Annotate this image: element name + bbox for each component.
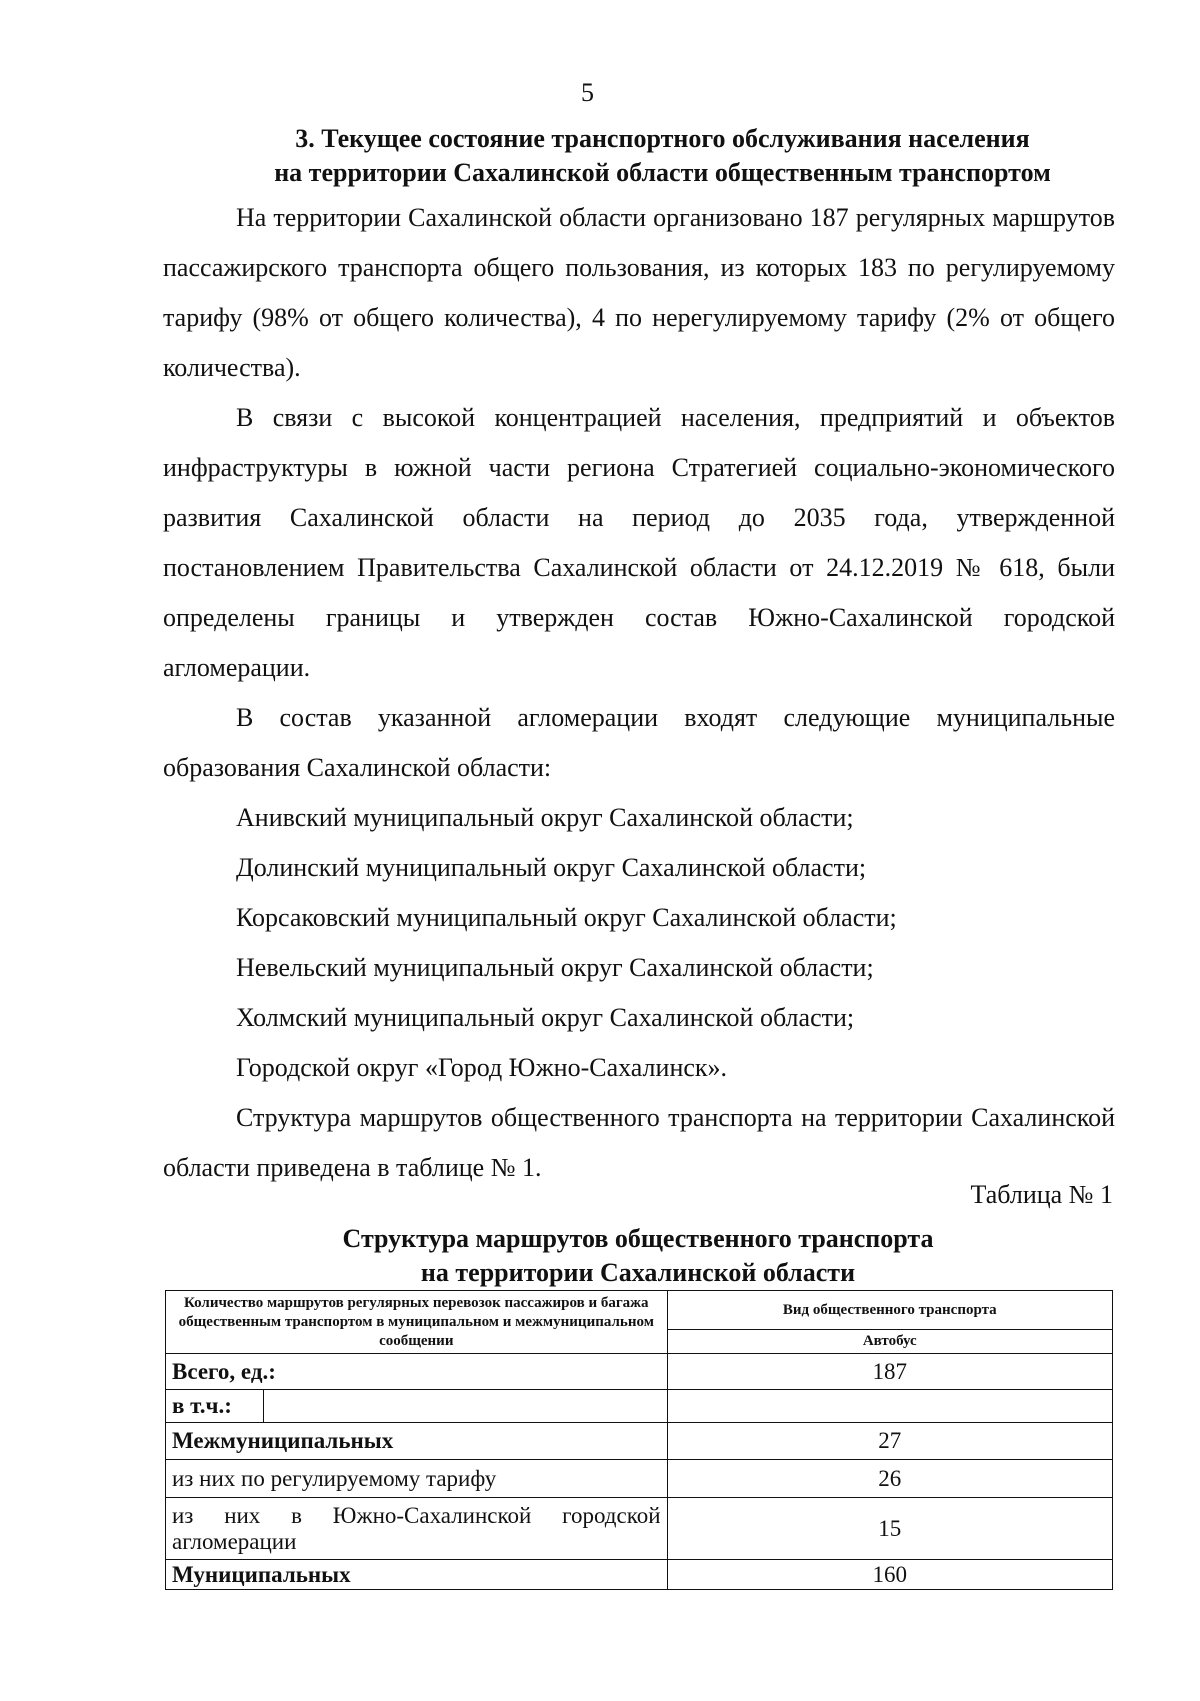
municipality-item: Невельский муниципальный округ Сахалинской области; bbox=[236, 953, 874, 982]
table-title bbox=[163, 1222, 1113, 1290]
municipality-item: Городской округ «Город Южно-Сахалинск». bbox=[236, 1053, 728, 1082]
table-cell-agglomeration-value: 15 bbox=[667, 1498, 1112, 1560]
table-cell-total-label: Всего, ед.: bbox=[166, 1354, 668, 1390]
municipality-item: Долинский муниципальный округ Сахалинской области; bbox=[236, 853, 867, 882]
section-heading-line-1: 3. Текущее состояние транспортного обслуживания населения bbox=[295, 124, 1030, 153]
paragraph-agglomeration: В связи с высокой концентрацией населения, предприятий и объектов инфраструктуры в южной части региона Стратегией социально-экономического развития Сахалинской области на период до 2035 года, утвержденной постановлением Правительства Сахалинской области от 24.12.2019 № 618, были определены границы и утвержден состав Южно-Сахалинской городской агломерации. bbox=[163, 403, 1115, 682]
table-header-route-count: Количество маршрутов регулярных перевозок пассажиров и багажа общественным транспортом в муниципальном и межмуниципальном сообщении bbox=[166, 1291, 668, 1354]
table-cell-regulated-label: из них по регулируемому тарифу bbox=[166, 1460, 668, 1498]
table-cell-empty bbox=[667, 1390, 1112, 1423]
table-cell-municipal-label: Муниципальных bbox=[166, 1560, 668, 1590]
routes-table bbox=[165, 1290, 1113, 1590]
table-title-line-2: на территории Сахалинской области bbox=[420, 1258, 856, 1287]
table-cell-regulated-value: 26 bbox=[667, 1460, 1112, 1498]
municipality-item: Корсаковский муниципальный округ Сахалинской области; bbox=[236, 903, 897, 932]
section-heading bbox=[150, 122, 1175, 190]
table-cell-intermunicipal-label: Межмуниципальных bbox=[166, 1423, 668, 1460]
table-title-line-1: Структура маршрутов общественного транспорта bbox=[342, 1224, 934, 1253]
table-cell-empty bbox=[263, 1390, 667, 1423]
paragraph-routes-count: На территории Сахалинской области организовано 187 регулярных маршрутов пассажирского транспорта общего пользования, из которых 183 по регулируемому тарифу (98% от общего количества), 4 по нерегулируемому тарифу (2% от общего количества). bbox=[163, 203, 1115, 382]
municipality-item: Анивский муниципальный округ Сахалинской области; bbox=[236, 803, 854, 832]
table-cell-incl-label: в т.ч.: bbox=[166, 1390, 264, 1423]
table-header-bus: Автобус bbox=[667, 1330, 1112, 1354]
table-header-transport-type: Вид общественного транспорта bbox=[667, 1291, 1112, 1330]
table-cell-intermunicipal-value: 27 bbox=[667, 1423, 1112, 1460]
body-text bbox=[163, 193, 1115, 1193]
table-cell-total-value: 187 bbox=[667, 1354, 1112, 1390]
table-cell-agglomeration-label: из них в Южно-Сахалинской городской агломерации bbox=[166, 1498, 668, 1560]
table-cell-municipal-value: 160 bbox=[667, 1560, 1112, 1590]
page-number: 5 bbox=[581, 78, 594, 107]
paragraph-composition: В состав указанной агломерации входят следующие муниципальные образования Сахалинской области: bbox=[163, 703, 1115, 782]
paragraph-table-reference: Структура маршрутов общественного транспорта на территории Сахалинской области приведена в таблице № 1. bbox=[163, 1103, 1115, 1182]
section-heading-line-2: на территории Сахалинской области общественным транспортом bbox=[274, 158, 1051, 187]
municipality-item: Холмский муниципальный округ Сахалинской области; bbox=[236, 1003, 855, 1032]
table-label: Таблица № 1 bbox=[970, 1180, 1113, 1209]
